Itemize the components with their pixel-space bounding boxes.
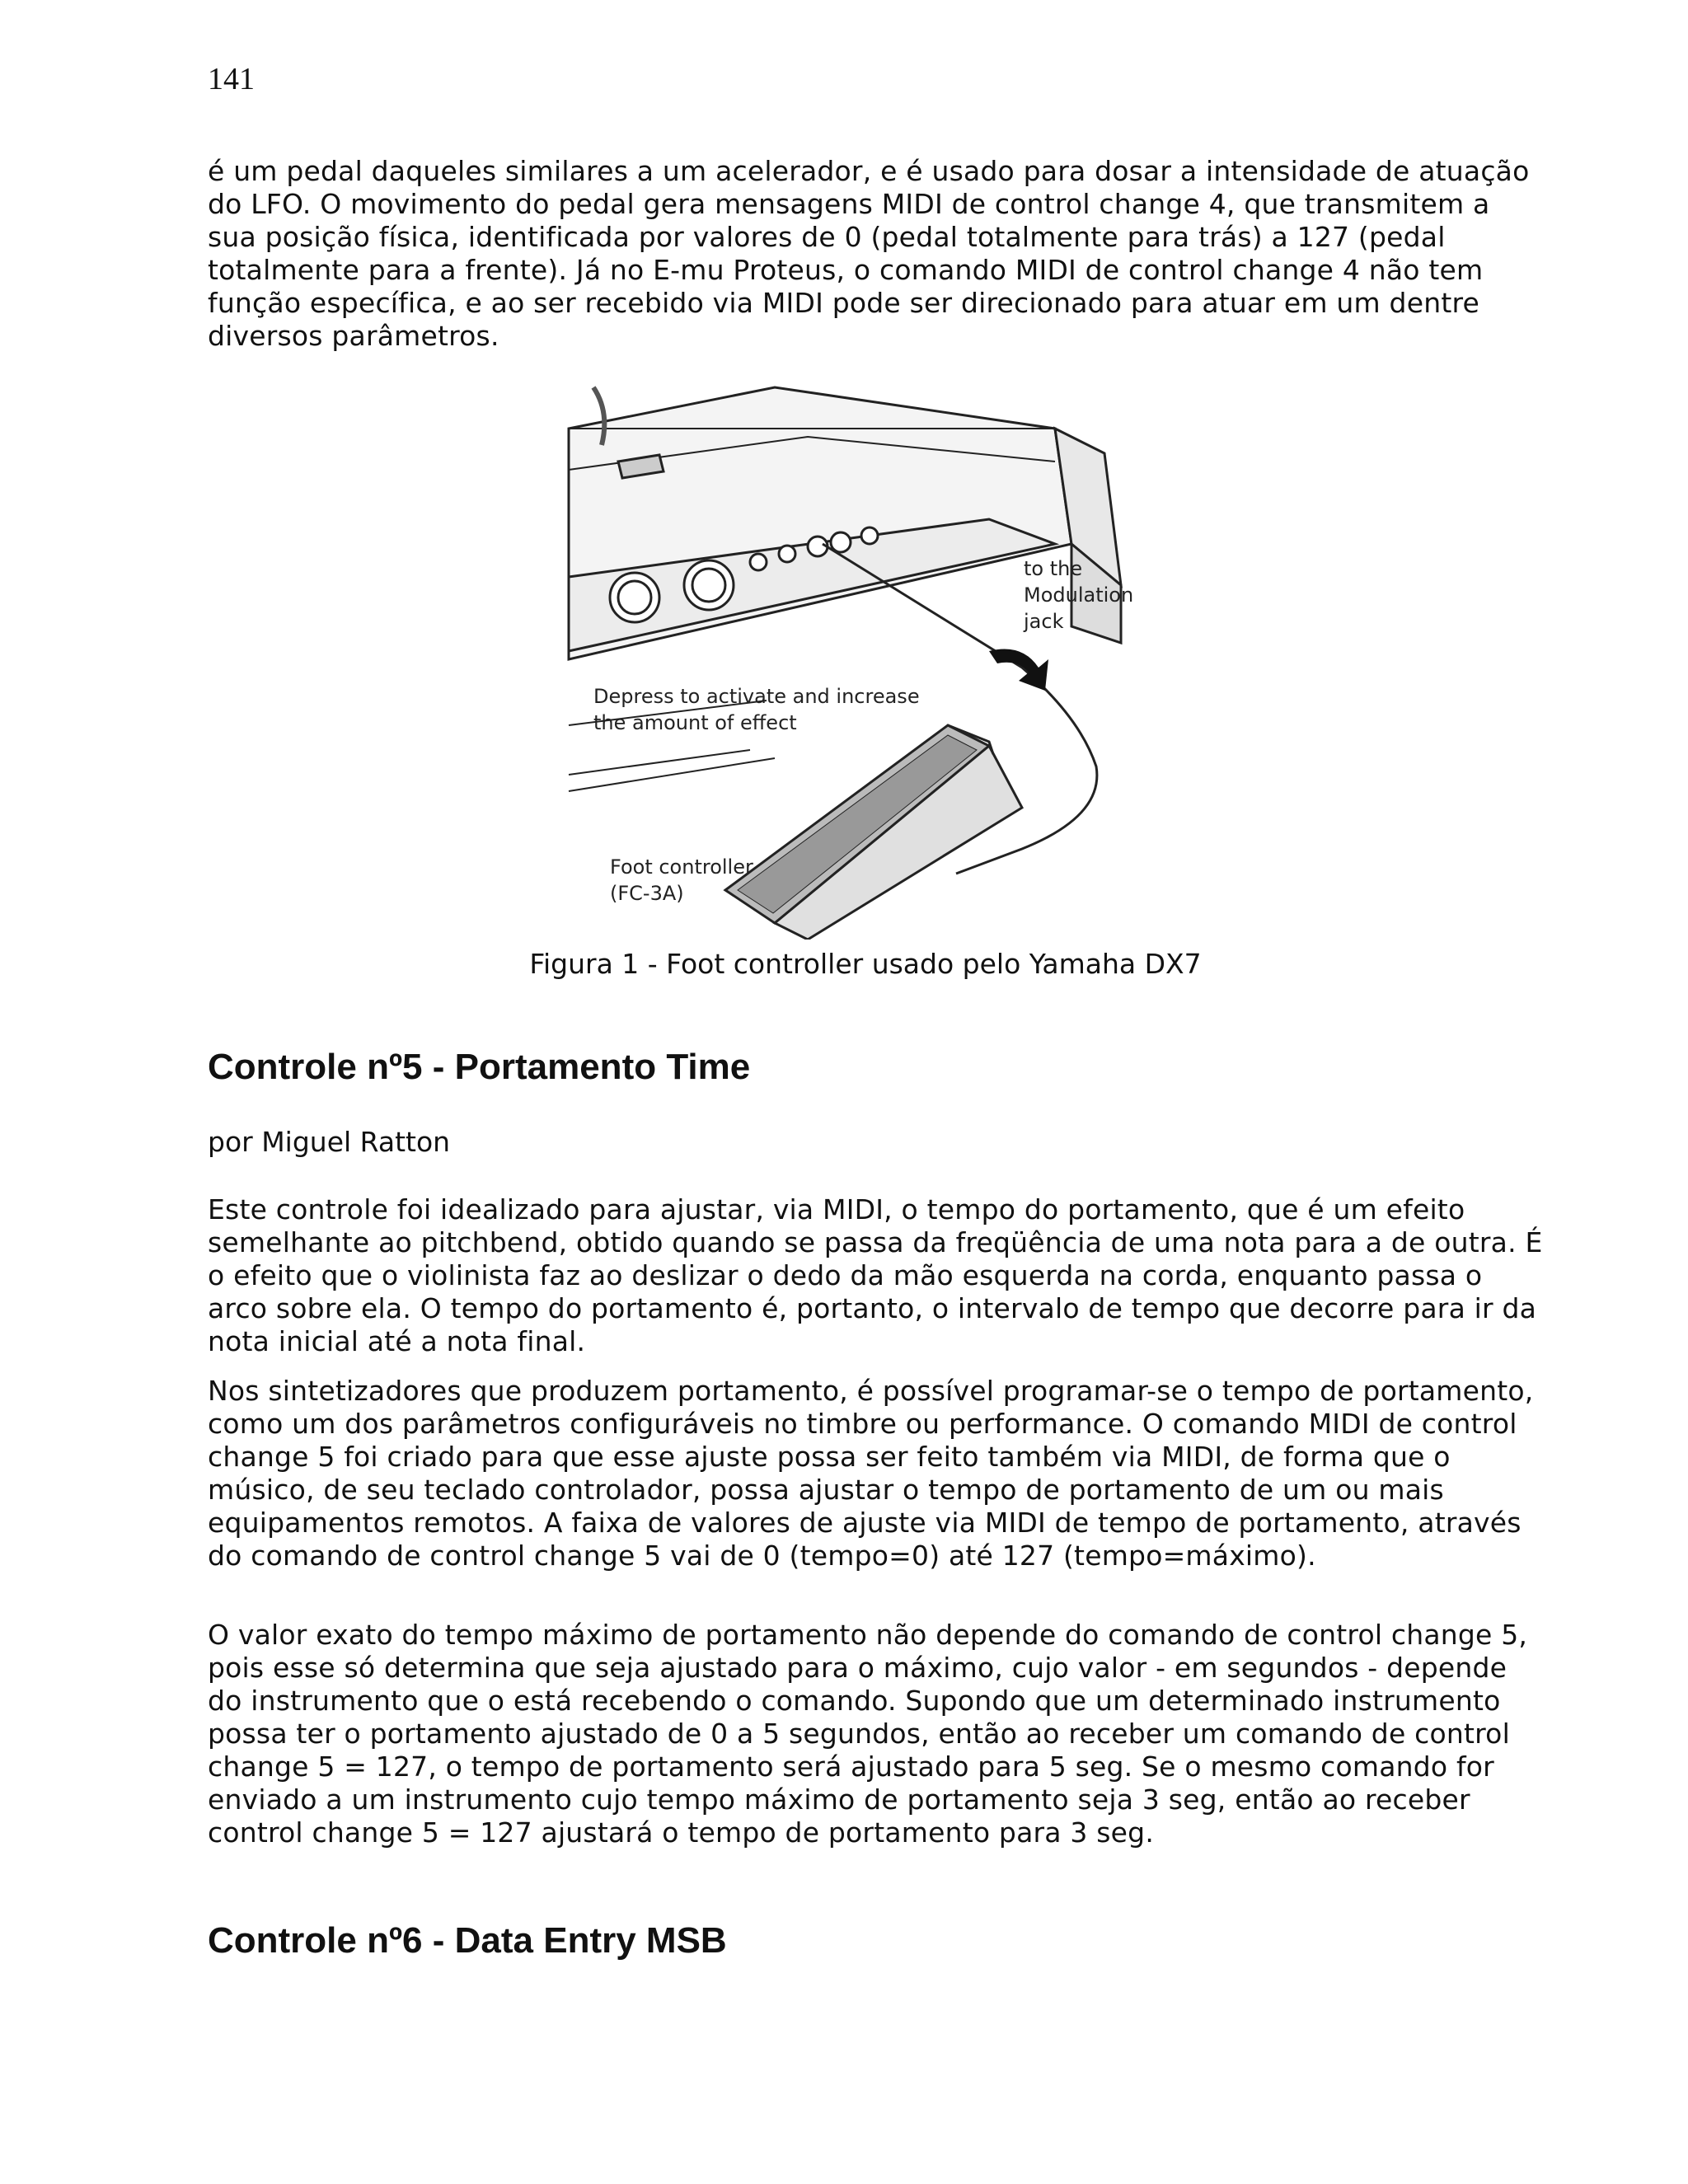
page-number: 141 <box>208 62 255 96</box>
section6-title: Controle nº6 - Data Entry MSB <box>208 1920 727 1961</box>
intro-paragraph: é um pedal daqueles similares a um acelerador, e é usado para dosar a intensidade de atuação do LFO. O movimento do pedal gera mensagens MIDI de control change 4, que transmitem a sua posição física, identificada por valores de 0 (pedal totalmente para trás) a 127 (pedal totalmente para a frente). Já no E-mu Proteus, o comando MIDI de control change 4 não tem função específica, e ao ser recebido via MIDI pode ser direcionado para atuar em um dentre diversos parâmetros. <box>208 155 1530 352</box>
label-modulation: Modulation <box>1024 583 1134 607</box>
label-depress-line2: the amount of effect <box>593 711 797 734</box>
label-to-the: to the <box>1024 557 1083 580</box>
label-foot-controller: Foot controller <box>610 855 753 879</box>
section5-byline: por Miguel Ratton <box>208 1126 451 1158</box>
section5-paragraph-3: O valor exato do tempo máximo de portamento não depende do comando de control change 5, pois esse só determina que seja ajustado para o máximo, cujo valor - em segundos - depende do instrumento que o está recebendo o comando. Supondo que um determinado instrumento possa ter o portamento ajustado de 0 a 5 segundos, então ao receber um comando de control change 5 = 127, o tempo de portamento será ajustado para 5 seg. Se o mesmo comando for enviado a um instrumento cujo tempo máximo de portamento seja 3 seg, então ao receber control change 5 = 127 ajustará o tempo de portamento para 3 seg. <box>208 1619 1528 1849</box>
figure-caption: Figura 1 - Foot controller usado pelo Yamaha DX7 <box>529 948 1202 980</box>
foot-controller-illustration <box>560 379 1203 940</box>
label-jack: jack <box>1024 610 1064 633</box>
section5-paragraph-1: Este controle foi idealizado para ajustar, via MIDI, o tempo do portamento, que é um efeito semelhante ao pitchbend, obtido quando se passa da freqüência de uma nota para a de outra. É o efeito que o violinista faz ao deslizar o dedo da mão esquerda na corda, enquanto passa o arco sobre ela. O tempo do portamento é, portanto, o intervalo de tempo que decorre para ir da nota inicial até a nota final. <box>208 1193 1543 1357</box>
section5-paragraph-2: Nos sintetizadores que produzem portamento, é possível programar-se o tempo de portamento, como um dos parâmetros configuráveis no timbre ou performance. O comando MIDI de control change 5 foi criado para que esse ajuste possa ser feito também via MIDI, de forma que o músico, de seu teclado controlador, possa ajustar o tempo de portamento de um ou mais equipamentos remotos. A faixa de valores de ajuste via MIDI de tempo de portamento, através do comando de control change 5 vai de 0 (tempo=0) até 127 (tempo=máximo). <box>208 1375 1534 1572</box>
foot-controller-figure <box>560 379 1203 940</box>
section5-title: Controle nº5 - Portamento Time <box>208 1047 751 1087</box>
label-fc3a: (FC-3A) <box>610 882 684 905</box>
label-depress-line1: Depress to activate and increase <box>593 685 920 708</box>
